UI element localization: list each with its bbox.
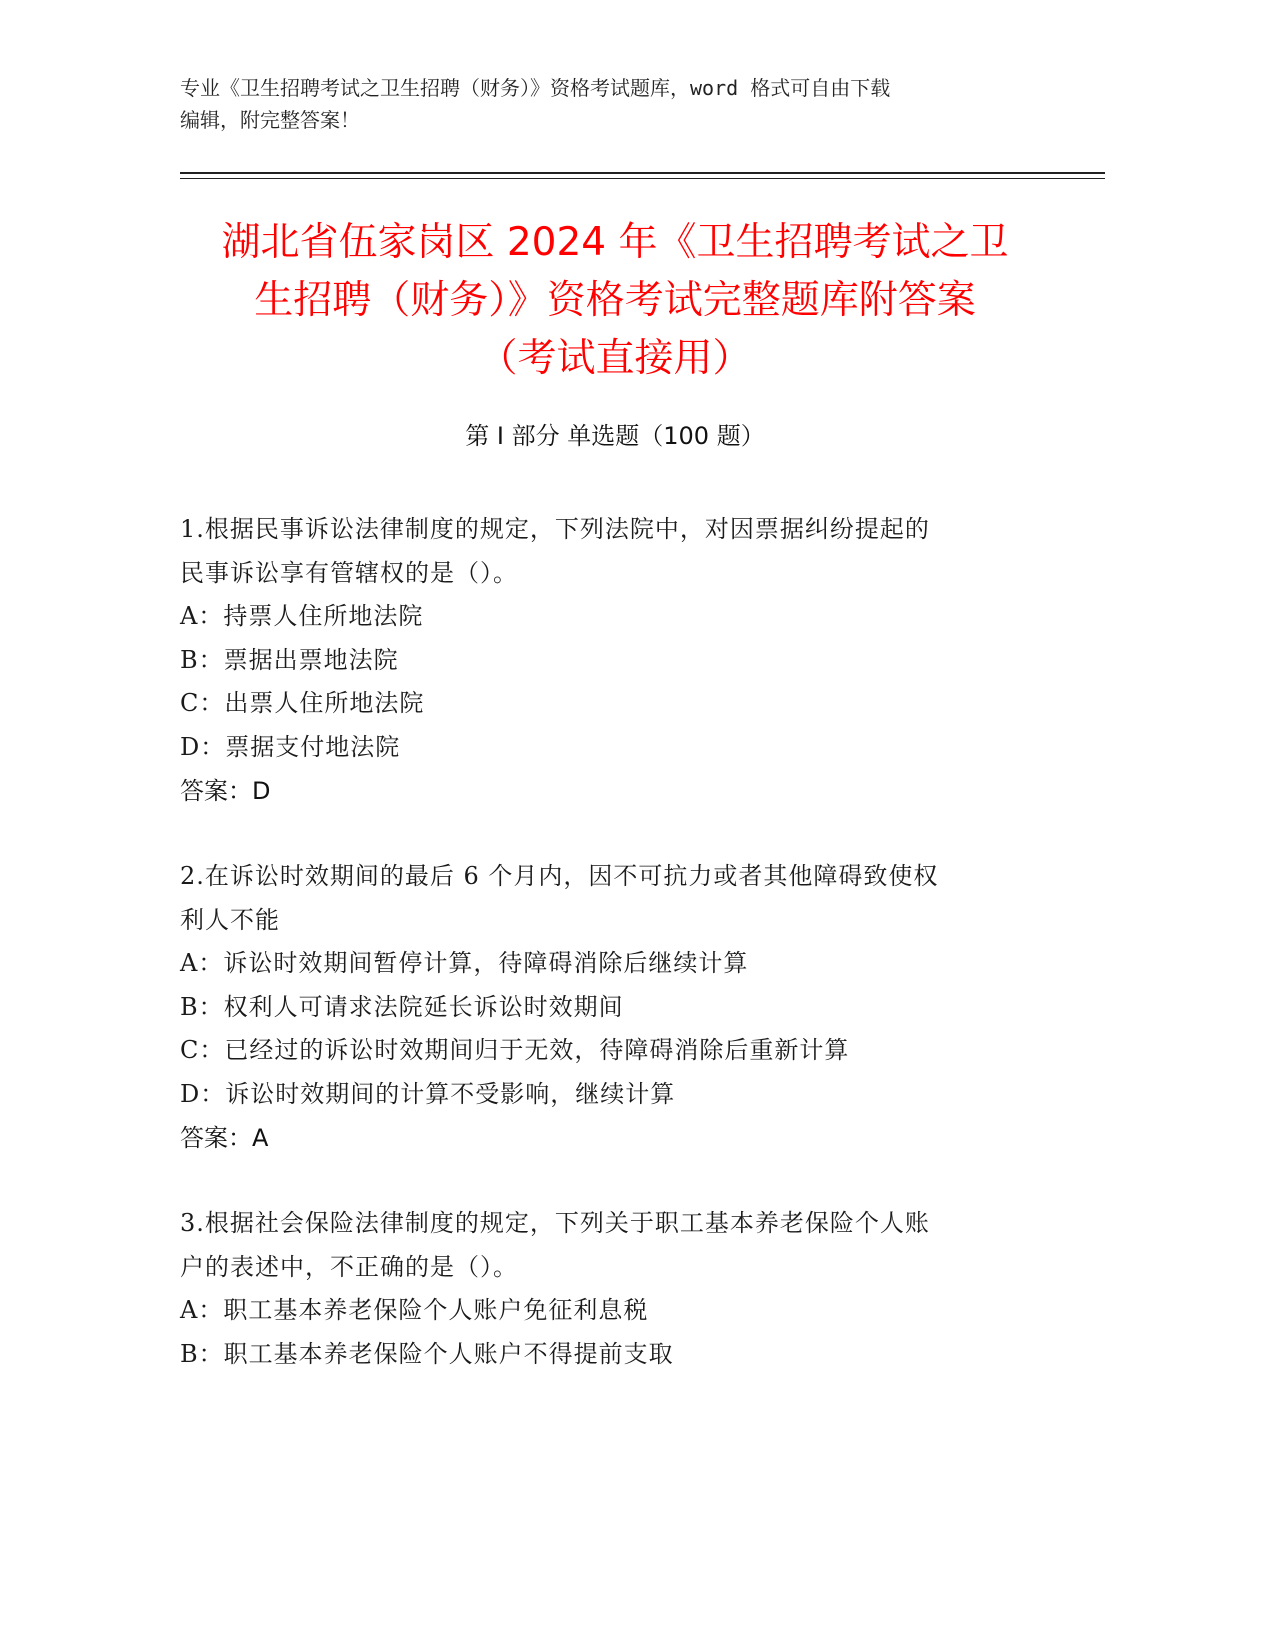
question-stem-line: 民事诉讼享有管辖权的是（）。 — [180, 559, 518, 587]
option-d: D：票据支付地法院 — [180, 732, 401, 761]
question-stem-line: 2.在诉讼时效期间的最后 6 个月内，因不可抗力或者其他障碍致使权 — [180, 862, 939, 890]
title-line-3: （考试直接用） — [478, 336, 752, 381]
question-2 — [180, 854, 1040, 1160]
option-a: A：职工基本养老保险个人账户免征利息税 — [180, 1296, 649, 1324]
answer: 答案：A — [180, 1124, 269, 1152]
question-stem-line: 3.根据社会保险法律制度的规定，下列关于职工基本养老保险个人账 — [180, 1209, 930, 1237]
option-d: D：诉讼时效期间的计算不受影响，继续计算 — [180, 1079, 676, 1108]
question-stem-line: 1.根据民事诉讼法律制度的规定，下列法院中，对因票据纠纷提起的 — [180, 515, 930, 543]
title-line-1: 湖北省伍家岗区 2024 年《卫生招聘考试之卫 — [221, 220, 1009, 265]
option-a: A：持票人住所地法院 — [180, 602, 424, 630]
option-a: A：诉讼时效期间暂停计算，待障碍消除后继续计算 — [180, 949, 749, 977]
option-c: C：出票人住所地法院 — [180, 689, 425, 717]
header-note-line-2: 编辑，附完整答案！ — [180, 108, 360, 132]
question-1 — [180, 507, 1040, 813]
option-b: B：权利人可请求法院延长诉讼时效期间 — [180, 992, 624, 1021]
header-note-line-1: 专业《卫生招聘考试之卫生招聘（财务）》资格考试题库，word 格式可自由下载 — [180, 76, 891, 100]
option-c: C：已经过的诉讼时效期间归于无效，待障碍消除后重新计算 — [180, 1036, 850, 1064]
question-stem-line: 户的表述中，不正确的是（）。 — [180, 1253, 518, 1281]
document-title — [180, 214, 1050, 388]
option-b: B：职工基本养老保险个人账户不得提前支取 — [180, 1339, 674, 1368]
question-stem — [180, 507, 1040, 595]
header-rule-thin — [180, 178, 1105, 179]
header-rule-thick — [180, 172, 1105, 174]
section-heading: 第 I 部分 单选题（100 题） — [465, 422, 765, 450]
question-3 — [180, 1201, 1040, 1376]
question-list — [180, 507, 1040, 1417]
header-note — [180, 72, 1040, 136]
title-line-2: 生招聘（财务）》资格考试完整题库附答案 — [254, 278, 976, 323]
answer: 答案：D — [180, 777, 271, 805]
question-stem-line: 利人不能 — [180, 906, 280, 934]
question-stem — [180, 854, 1040, 942]
question-stem — [180, 1201, 1040, 1289]
option-b: B：票据出票地法院 — [180, 645, 399, 674]
